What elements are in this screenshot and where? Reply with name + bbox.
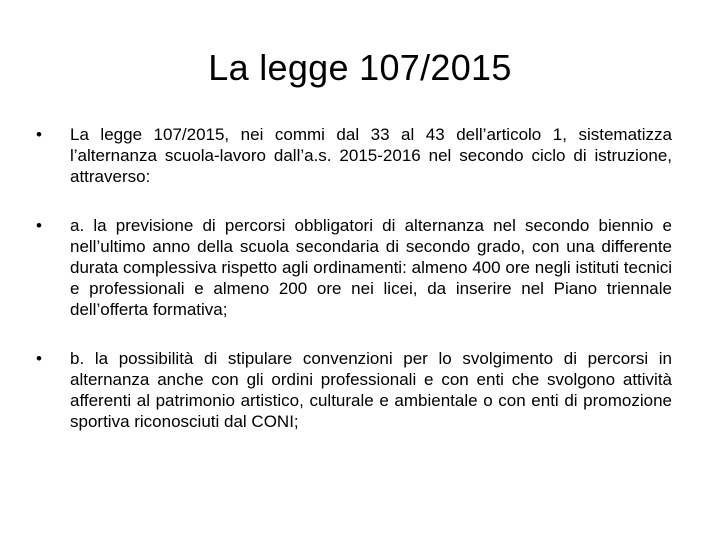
slide-title: La legge 107/2015 [208,47,512,88]
bullet-item-2 [36,215,672,320]
bullet-list [36,124,672,432]
bullet-text-2: a. la previsione di percorsi obbligatori di alternanza nel secondo biennio e nell’ultimo anno della scuola secondaria di secondo grado, con una differente durata complessiva rispetto agli ordinamenti: almeno 400 ore negli istituti tecnici e professionali e almeno 200 ore nei licei, da inserire nel Piano triennale dell’offerta formativa; [70,216,672,319]
bullet-text-3: b. la possibilità di stipulare convenzioni per lo svolgimento di percorsi in alternanza anche con gli ordini professionali e con enti che svolgono attività afferenti al patrimonio artistico, culturale e ambientale o con enti di promozione sportiva riconosciuti dal CONI; [70,349,672,431]
bullet-item-3 [36,348,672,432]
bullet-point-icon: • [36,349,42,368]
bullet-item-1 [36,124,672,187]
bullet-point-icon: • [36,216,42,235]
bullet-point-icon: • [36,125,42,144]
bullet-text-1: La legge 107/2015, nei commi dal 33 al 43 dell’articolo 1, sistematizza l’alternanza scuola-lavoro dall’a.s. 2015-2016 nel secondo ciclo di istruzione, attraverso: [70,125,672,186]
